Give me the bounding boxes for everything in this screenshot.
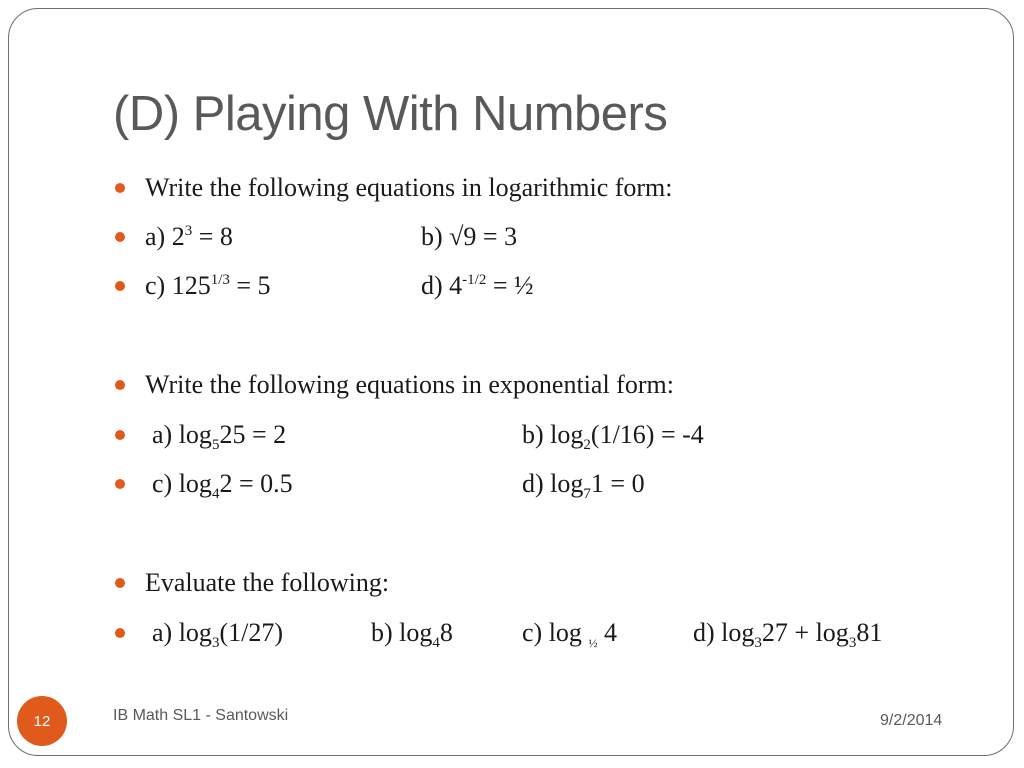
bullet-icon [115, 380, 125, 390]
expression-3a: a) $\log_3(1/27)$ [152, 618, 283, 651]
equation-1b: b) √9 = 3 [421, 222, 518, 251]
equation-2a: a) $\log_525 = 2$ [152, 420, 287, 453]
equation-1d: d) $4^{-1/2}$ = ½ [421, 271, 534, 300]
equation-2c: c) $\log_42 = 0.5$ [152, 469, 293, 502]
expression-3b: b) $\log_48$ [371, 618, 453, 651]
expression-3d: d) $\log_327 + \log_381$ [693, 618, 883, 651]
page-number-badge: 12 [17, 696, 67, 746]
bullet-icon [115, 183, 125, 193]
equation-2d: d) $\log_71 = 0$ [522, 469, 645, 502]
equation-1a: a) $2^3 = 8$ [145, 222, 233, 251]
instruction-text: Write the following equations in logarithmic form: [145, 173, 673, 202]
footer-date: 9/2/2014 [880, 712, 943, 729]
instruction-text: Write the following equations in exponential form: [145, 370, 674, 399]
bullet-icon [115, 628, 125, 638]
equation-1c: c) $125^{1/3} = 5$ [145, 271, 271, 300]
bullet-icon [115, 578, 125, 588]
instruction-text: Evaluate the following: [145, 568, 390, 597]
equation-2b: b) $\log_2(1/16) = -4$ [522, 420, 704, 453]
bullet-icon [115, 430, 125, 440]
expression-3c: c) log $_{\frac{1}{2}}$ 4 [522, 618, 617, 650]
slide-title: (D) Playing With Numbers [113, 87, 668, 141]
footer-course-label: IB Math SL1 - Santowski [113, 707, 289, 724]
bullet-icon [115, 281, 125, 291]
bullet-icon [115, 479, 125, 489]
bullet-icon [115, 232, 125, 242]
